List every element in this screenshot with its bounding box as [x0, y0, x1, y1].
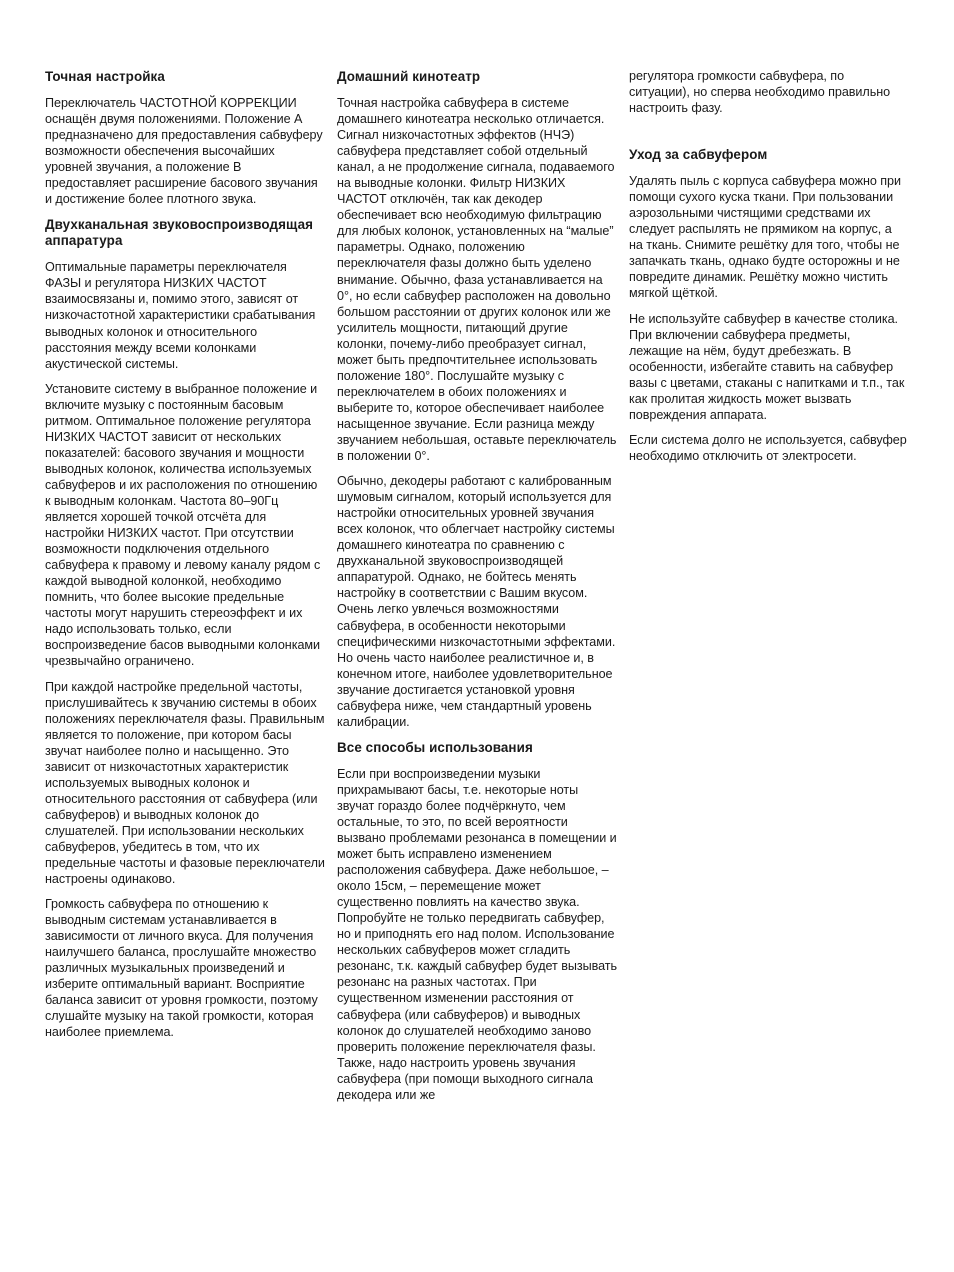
paragraph-continued: регулятора громкости сабвуфера, по ситуации), но сперва необходимо правильно настроить фазу. [629, 69, 891, 116]
column-left [45, 0, 325, 1050]
paragraph-care-3: Если система долго не используется, сабвуфер необходимо отключить от электросети. [629, 432, 907, 463]
column-right [629, 0, 907, 473]
paragraph-home-theater-2: Обычно, декодеры работают с калиброванным шумовым сигналом, который используется для настройки относительных уровней звучания всех колонок, что облегчает настройку системы домашнего кинотеатра по сравнению с двухканальной звуковоспроизводящей аппаратурой. Однако, не бойтесь менять настройку в соответствии с Вашим вкусом. Очень легко увлечься возможностями сабвуфера, в особенности некоторыми специфическими низкочастотными эффектами. Но очень часто наиболее реалистичное и, в конечном итоге, наиболее удовлетворительное звучание достигается установкой уровня сабвуфера ниже, чем стандартный уровень калибрации. [337, 474, 616, 729]
paragraph-all-uses-1: Если при воспроизведении музыки прихрамывают басы, т.е. некоторые ноты звучат гораздо более подчёркнуто, чем остальные, то это, по всей вероятности вызвано проблемами резонанса в помещении и может быть исправлено изменением расположения сабвуфера. Даже небольшое, – около 15см, – перемещение может существенно повлиять на качество звука. Попробуйте не только передвигать сабвуфер, но и приподнять его над полом. Использование нескольких сабвуферов может сгладить резонанс, т.к. каждый сабвуфер будет вызывать резонанс на разных частотах. При существенном изменении расстояния от сабвуфера (или сабвуферов) и выводных колонок до слушателей необходимо заново проверить положение переключателя фазы. Также, надо настроить уровень звучания сабвуфера (при помощи выходного сигнала декодера или же [337, 766, 617, 1102]
heading-two-channel: Двухканальная звуковоспроизводящая аппаратура [45, 217, 314, 249]
paragraph-fine-tuning-1: Переключатель ЧАСТОТНОЙ КОРРЕКЦИИ оснащён двумя положениями. Положение А предназначено для предоставления сабвуферу возможности обеспечения высочайших уровней звучания, а положение В предоставляет расширение басового звучания и достижение более плотного звука. [45, 96, 323, 207]
heading-home-theater: Домашний кинотеатр [337, 69, 481, 84]
paragraph-two-channel-2: Установите систему в выбранное положение и включите музыку с постоянным басовым ритмом. Оптимальное положение регулятора НИЗКИХ ЧАСТОТ зависит от нескольких показателей: басового звучания и мощности выводных колонок, количества используемых сабвуферов и их расположения по отношению к выводным колонкам. Частота 80–90Гц является хорошей точкой отсчёта для настройки НИЗКИХ частот. При отсутствии возможности подключения отдельного сабвуфера к правому и левому каналу рядом с каждой выводной колонкой, необходимо помнить, что более высокие предельные частоты могут нарушить стереоэффект и их надо использовать только, если воспроизведение басов выводными колонками чрезвычайно ограничено. [45, 381, 321, 669]
column-middle [337, 0, 617, 1112]
heading-care: Уход за сабвуфером [629, 147, 768, 163]
paragraph-two-channel-1: Оптимальные параметры переключателя ФАЗЫ и регулятора НИЗКИХ ЧАСТОТ взаимосвязаны и, помимо этого, зависят от низкочастотной характеристики срабатывания выводных колонок и относительного расстояния между всеми колонками акустической системы. [45, 260, 316, 371]
paragraph-two-channel-4: Громкость сабвуфера по отношению к выводным системам устанавливается в зависимости от личного вкуса. Для получения наилучшего баланса, прослушайте множество различных музыкальных произведений и изберите оптимальный вариант. Восприятие баланса зависит от уровня громкости, поэтому слушайте музыку на такой громкости, которая наиболее приемлема. [45, 897, 318, 1040]
paragraph-care-1: Удалять пыль с корпуса сабвуфера можно при помощи сухого куска ткани. При пользовании аэрозольными чистящими средствами их следует распылять не прямиком на корпус, а на ткань. Снимите решётку для того, чтобы не запачкать ткань, однако будте осторожны и не повредите динамик. Решётку можно чистить мягкой щёткой. [629, 174, 901, 301]
heading-fine-tuning: Точная настройка [45, 69, 165, 84]
paragraph-two-channel-3: При каждой настройке предельной частоты, прислушивайтесь к звучанию системы в обоих положениях переключателя фазы. Правильным является то положение, при котором басы звучат наиболее полно и насыщенно. Это зависит от низкочастотных характеристик используемых выводных колонок и относительного расстояния от сабвуфера (или сабвуферов) и выводных колонок до слушателей. При использовании нескольких сабвуферов, убедитесь в том, что их предельные частоты и фазовые переключатели настроены одинаково. [45, 679, 325, 887]
paragraph-care-2: Не используйте сабвуфер в качестве столика. При включении сабвуфера предметы, лежащие на нём, будут дребезжать. В особенности, избегайте ставить на сабвуфер вазы с цветами, стаканы с напитками и т.п., так как пролитая жидкость может вызвать повреждения аппарата. [629, 311, 905, 422]
paragraph-home-theater-1: Точная настройка сабвуфера в системе домашнего кинотеатра несколько отличается. Сигнал низкочастотных эффектов (НЧЭ) сабвуфера представляет собой отдельный канал, а не продолжение сигнала, подаваемого на выводные колонки. Фильтр НИЗКИХ ЧАСТОТ отключён, так как декодер обеспечивает всю необходимую фильтрацию для любых колонок, установленных на “малые” параметры. Однако, положению переключателя фазы должно быть уделено внимание. Обычно, фаза устанавливается на 0°, но если сабвуфер расположен на довольно большом расстоянии от других колонок или же усилитель мощности, питающий другие колонки, почему-либо преобразует сигнал, может быть предпочтительнее использовать положение 180°. Послушайте музыку с переключателем в обоих положениях и выберите то, которое обеспечивает наиболее насыщенное звучание. Если разница между звучанием небольшая, оставьте переключатель в положении 0°. [337, 96, 617, 464]
heading-all-uses: Все способы использования [337, 739, 533, 755]
